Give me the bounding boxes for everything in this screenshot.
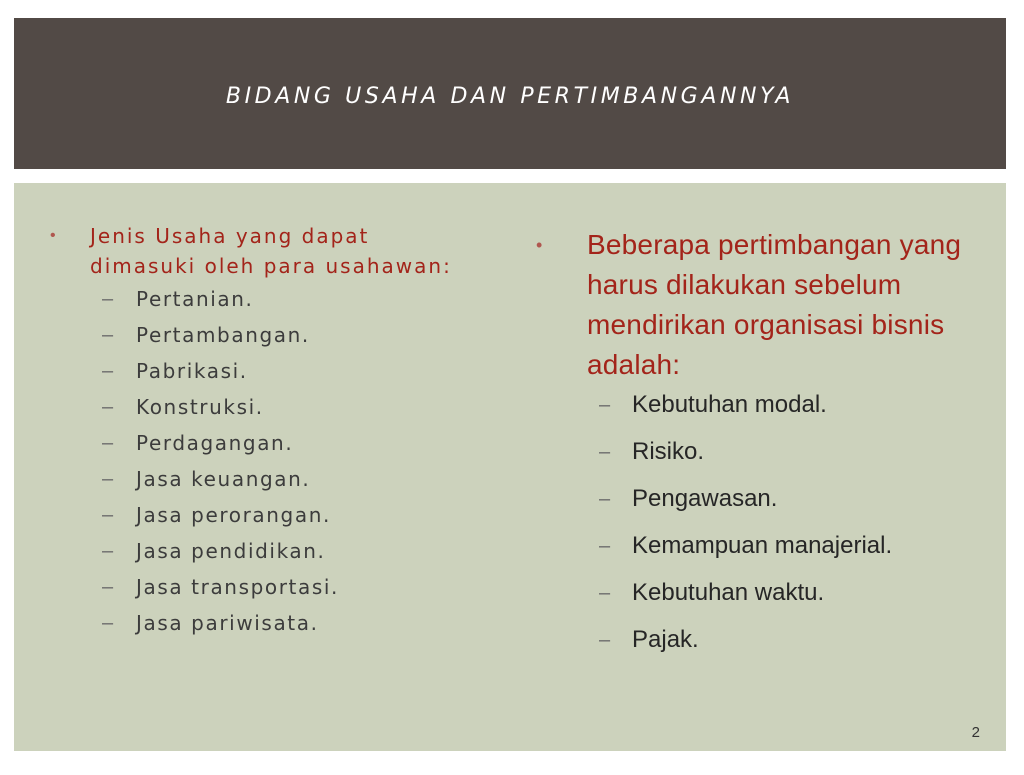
business-type-item xyxy=(102,317,480,353)
dash-marker-icon: – xyxy=(102,288,114,310)
right-column xyxy=(536,225,976,669)
business-type-item xyxy=(102,389,480,425)
consideration-item-text: Kebutuhan modal. xyxy=(632,391,827,418)
dash-marker-icon: – xyxy=(599,441,611,463)
dash-marker-icon: – xyxy=(102,504,114,526)
business-type-list xyxy=(50,281,480,641)
dash-marker-icon: – xyxy=(599,488,611,510)
consideration-item xyxy=(599,481,976,517)
right-heading: Beberapa pertimbangan yang harus dilakukan sebelum mendirikan organisasi bisnis adalah: xyxy=(587,229,962,380)
dash-marker-icon: – xyxy=(102,612,114,634)
dash-marker-icon: – xyxy=(599,629,611,651)
consideration-item-text: Kebutuhan waktu. xyxy=(632,579,825,606)
dash-marker-icon: – xyxy=(102,540,114,562)
dash-marker-icon: – xyxy=(102,468,114,490)
consideration-item-text: Risiko. xyxy=(632,438,705,465)
right-bullet xyxy=(536,225,976,385)
business-type-item-text: Jasa keuangan. xyxy=(136,467,311,491)
business-type-item xyxy=(102,461,480,497)
business-type-item-text: Jasa perorangan. xyxy=(136,503,331,527)
business-type-item xyxy=(102,353,480,389)
business-type-item xyxy=(102,533,480,569)
business-type-item-text: Jasa pariwisata. xyxy=(136,611,319,635)
business-type-item-text: Pertanian. xyxy=(136,287,254,311)
dash-marker-icon: – xyxy=(102,432,114,454)
dash-marker-icon: – xyxy=(599,582,611,604)
business-type-item-text: Pabrikasi. xyxy=(136,359,248,383)
consideration-item xyxy=(599,575,976,611)
dash-marker-icon: – xyxy=(102,576,114,598)
business-type-item xyxy=(102,605,480,641)
left-heading: Jenis Usaha yang dapat dimasuki oleh para usahawan: xyxy=(90,224,452,278)
dash-marker-icon: – xyxy=(599,535,611,557)
consideration-item-text: Pengawasan. xyxy=(632,485,778,512)
business-type-item-text: Jasa transportasi. xyxy=(136,575,339,599)
dash-marker-icon: – xyxy=(599,394,611,416)
consideration-item-text: Pajak. xyxy=(632,626,699,653)
considerations-list xyxy=(536,387,976,658)
title-banner xyxy=(14,18,1006,169)
bullet-dot-icon: • xyxy=(50,227,56,244)
business-type-item xyxy=(102,497,480,533)
left-column xyxy=(50,221,480,641)
business-type-item-text: Perdagangan. xyxy=(136,431,294,455)
left-bullet xyxy=(50,221,480,281)
dash-marker-icon: – xyxy=(102,396,114,418)
dash-marker-icon: – xyxy=(102,360,114,382)
consideration-item-text: Kemampuan manajerial. xyxy=(632,532,893,559)
business-type-item-text: Pertambangan. xyxy=(136,323,310,347)
content-area xyxy=(14,183,1006,751)
consideration-item xyxy=(599,387,976,423)
consideration-item xyxy=(599,622,976,658)
page-number: 2 xyxy=(971,724,980,741)
business-type-item-text: Konstruksi. xyxy=(136,395,264,419)
consideration-item xyxy=(599,528,976,564)
business-type-item xyxy=(102,281,480,317)
business-type-item xyxy=(102,569,480,605)
business-type-item-text: Jasa pendidikan. xyxy=(136,539,326,563)
slide-title: BIDANG USAHA DAN PERTIMBANGANNYA xyxy=(225,84,795,109)
consideration-item xyxy=(599,434,976,470)
bullet-dot-icon: • xyxy=(536,235,543,255)
dash-marker-icon: – xyxy=(102,324,114,346)
business-type-item xyxy=(102,425,480,461)
